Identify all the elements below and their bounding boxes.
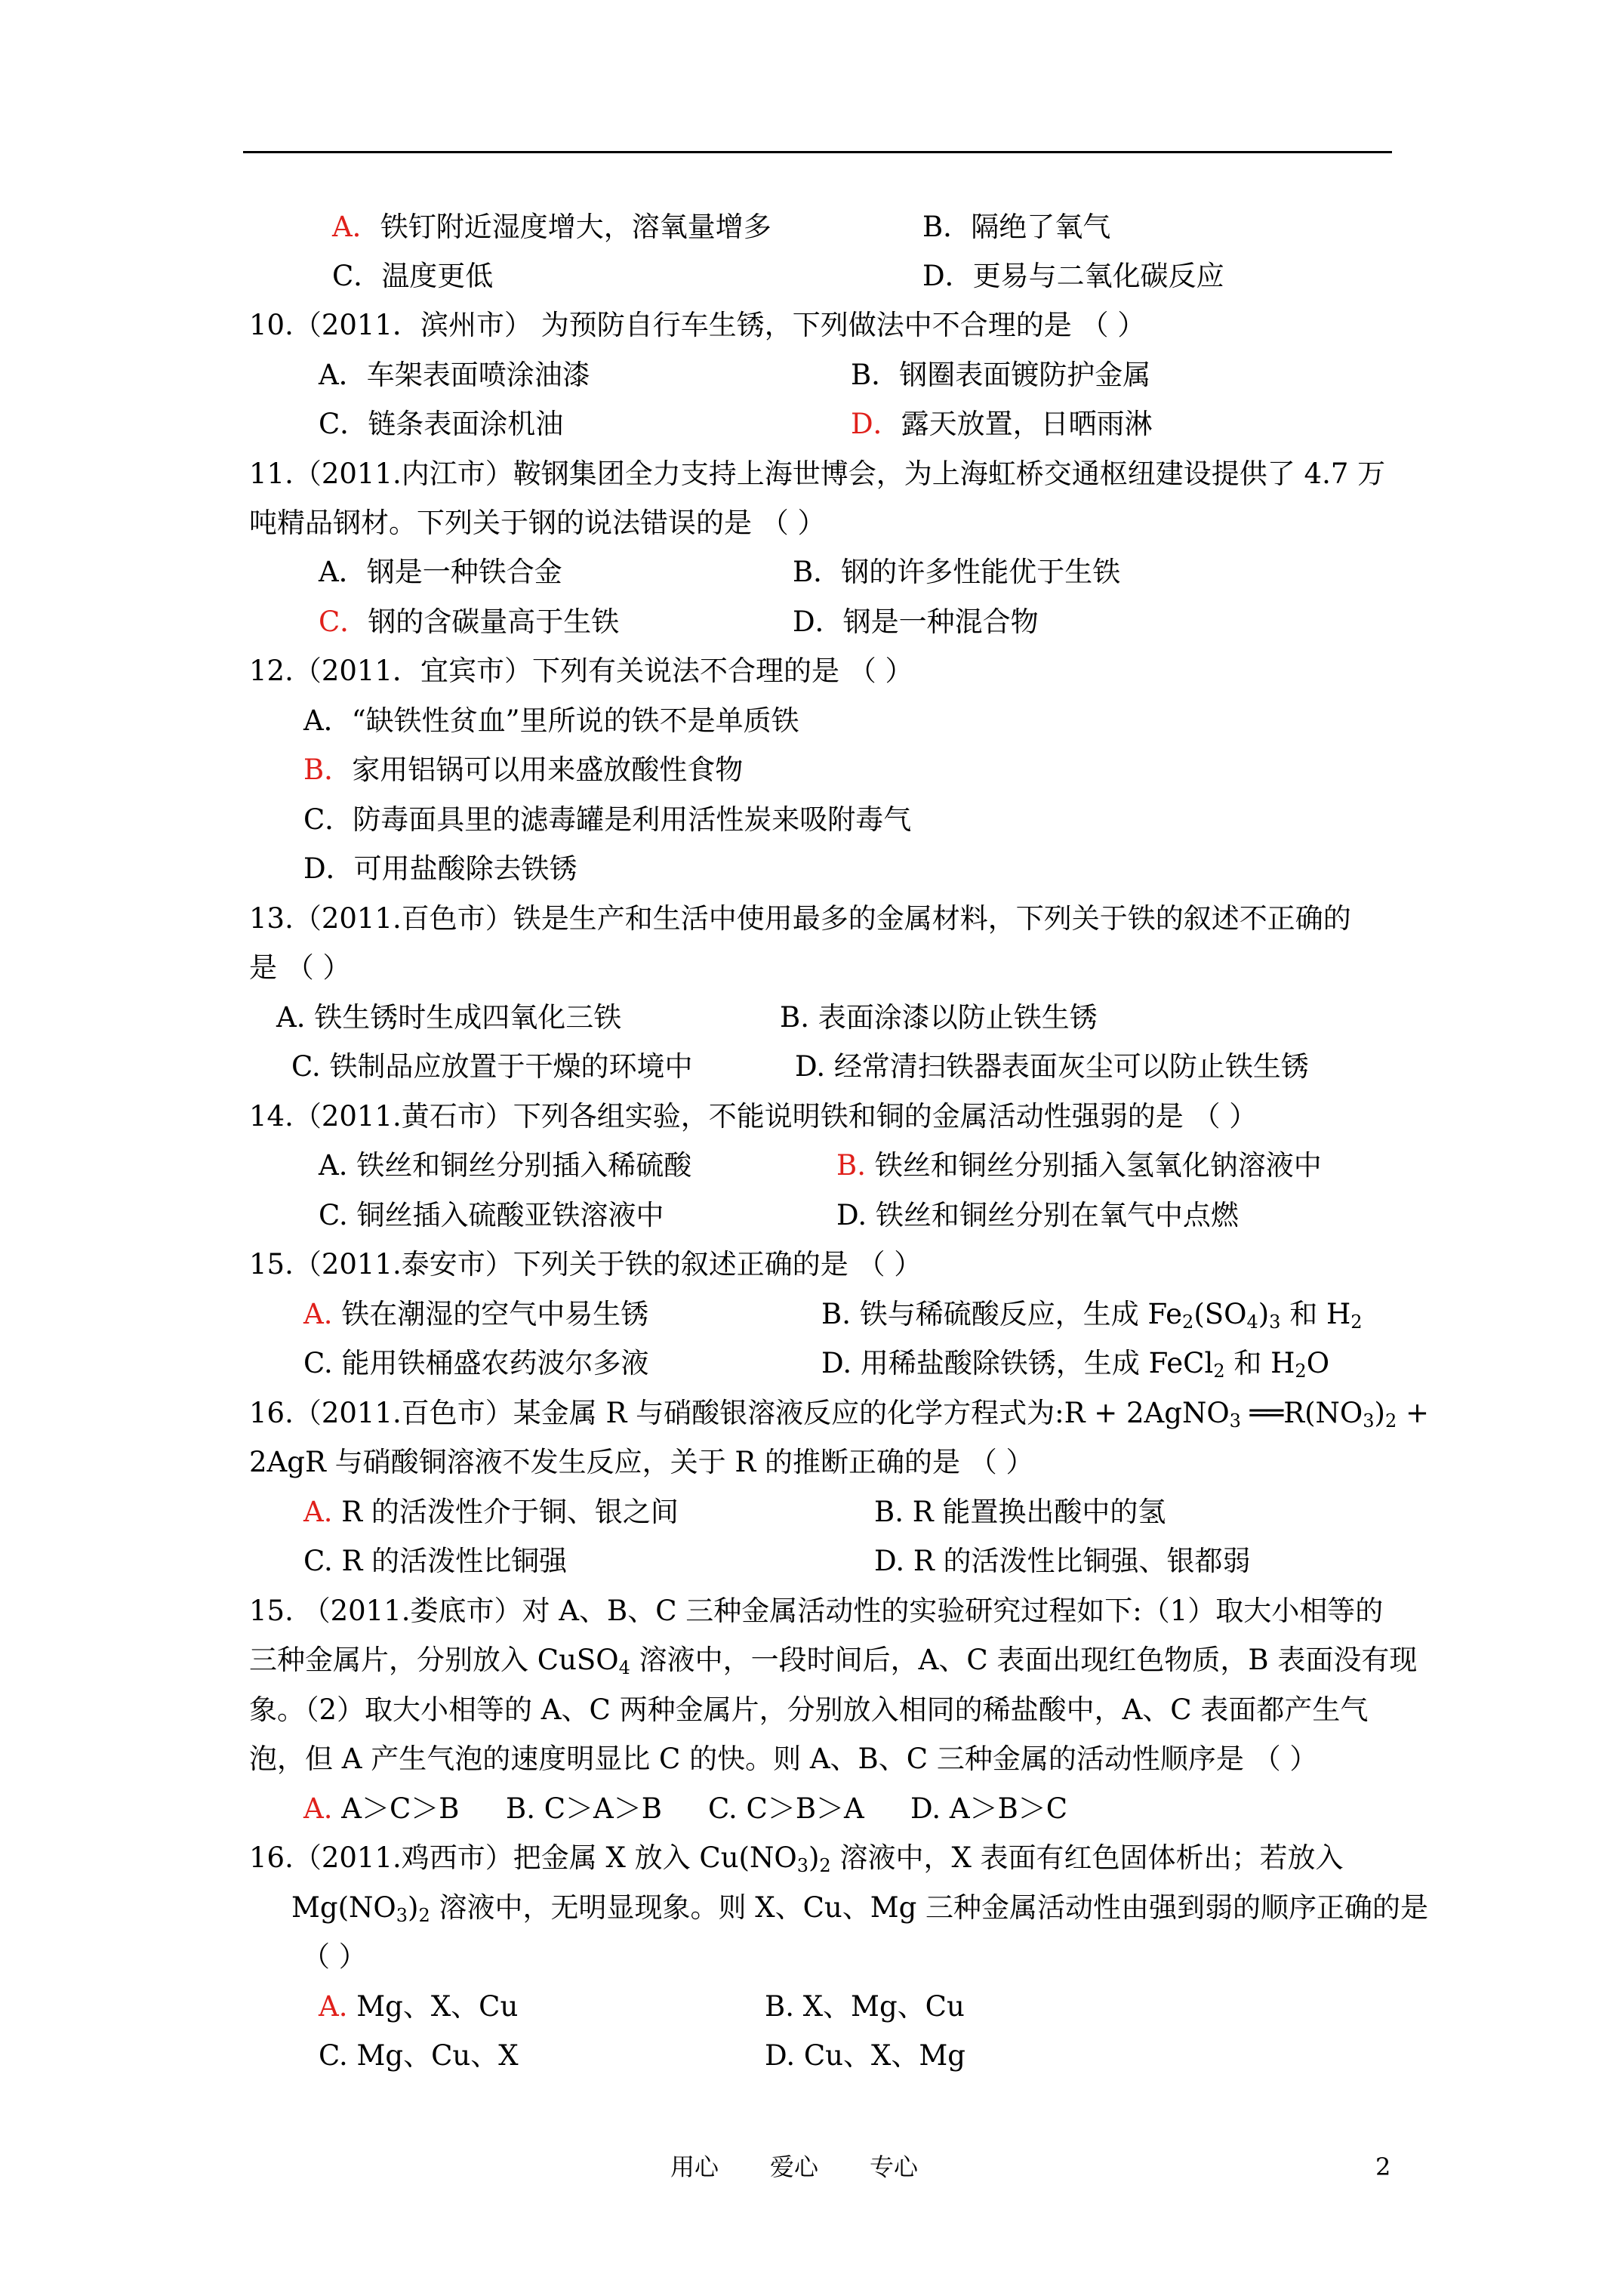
q11-option-b: B．钢的许多性能优于生铁	[793, 556, 1121, 588]
q9-option-c: C．温度更低	[332, 260, 494, 292]
q10-stem: 10.（2011．滨州市） 为预防自行车生锈，下列做法中不合理的是 （ ）	[249, 309, 1146, 341]
q13-stem-line1: 13.（2011.百色市）铁是生产和生活中使用最多的金属材料，下列关于铁的叙述不正确的	[249, 902, 1351, 935]
footer-motto-3: 专心	[870, 2153, 919, 2181]
q10-option-a: A．车架表面喷涂油漆	[319, 359, 590, 391]
q13-option-a: A. 铁生锈时生成四氧化三铁	[276, 1001, 622, 1034]
q9-option-b: B．隔绝了氧气	[922, 211, 1111, 243]
q9-option-d: D．更易与二氧化碳反应	[922, 260, 1224, 292]
q16-option-a: A. R 的活泼性介于铜、银之间	[303, 1496, 679, 1528]
q10-option-c: C．链条表面涂机油	[319, 408, 564, 440]
q12-stem: 12.（2011．宜宾市）下列有关说法不合理的是 （ ）	[249, 655, 913, 687]
q15-option-d: D. 用稀盐酸除铁锈，生成 FeCl$_2$ 和 $H_2O$	[821, 1347, 1330, 1382]
header-rule	[243, 151, 1392, 153]
q12-option-c: C．防毒面具里的滤毒罐是利用活性炭来吸附毒气	[303, 803, 912, 836]
q13-option-b: B. 表面涂漆以防止铁生锈	[780, 1001, 1098, 1034]
q11-option-a: A．钢是一种铁合金	[319, 556, 562, 588]
q14-option-d: D. 铁丝和铜丝分别在氧气中点燃	[836, 1199, 1239, 1231]
q12-option-a: A．“缺铁性贫血”里所说的铁不是单质铁	[303, 704, 799, 737]
q15b-stem-line1: 15. （2011.娄底市）对 A、B、C 三种金属活动性的实验研究过程如下:（1）取大小相等的	[249, 1595, 1384, 1627]
q10-option-b: B．钢圈表面镀防护金属	[851, 359, 1151, 391]
q13-option-d: D. 经常清扫铁器表面灰尘可以防止铁生锈	[795, 1050, 1309, 1083]
q16b-stem-line3: （ ）	[302, 1940, 367, 1973]
q15b-option-a: A. A＞C＞B	[303, 1792, 460, 1825]
q13-stem-line2: 是 （ ）	[249, 951, 351, 984]
q16-option-d: D. R 的活泼性比铜强、银都弱	[874, 1545, 1251, 1577]
q14-option-c: C. 铜丝插入硫酸亚铁溶液中	[319, 1199, 664, 1231]
q11-option-c: C．钢的含碳量高于生铁	[319, 606, 620, 638]
q12-option-d: D．可用盐酸除去铁锈	[303, 852, 577, 885]
q14-stem: 14.（2011.黄石市）下列各组实验，不能说明铁和铜的金属活动性强弱的是 （ ）	[249, 1100, 1258, 1133]
q16b-option-d: D. Cu、X、Mg	[765, 2039, 965, 2072]
q12-option-b: B．家用铝锅可以用来盛放酸性食物	[303, 754, 744, 786]
page-number: 2	[1375, 2153, 1391, 2181]
footer-motto-1: 用心	[670, 2153, 719, 2181]
q15-stem: 15.（2011.泰安市）下列关于铁的叙述正确的是 （ ）	[249, 1248, 922, 1281]
q16-option-b: B. R 能置换出酸中的氢	[874, 1496, 1166, 1528]
q16-option-c: C. R 的活泼性比铜强	[303, 1545, 568, 1577]
q16-stem-line1: 16.（2011.百色市）某金属 R 与硝酸银溶液反应的化学方程式为:R + 2AgNO$_3$ $══R(NO_3)_2$ +	[249, 1397, 1430, 1432]
q15b-stem-line4: 泡，但 A 产生气泡的速度明显比 C 的快。则 A、B、C 三种金属的活动性顺序是 （ ）	[249, 1743, 1318, 1775]
footer-motto-2: 爱心	[770, 2153, 819, 2181]
q15b-option-d: D. A＞B＞C	[910, 1792, 1068, 1825]
q16b-stem-line1: 16.（2011.鸡西市）把金属 X 放入 $Cu(NO_3)_2$ 溶液中，X 表面有红色固体析出；若放入	[249, 1841, 1344, 1876]
q14-option-a: A. 铁丝和铜丝分别插入稀硫酸	[319, 1149, 692, 1182]
q16b-option-b: B. X、Mg、Cu	[765, 1990, 965, 2023]
q13-option-c: C. 铁制品应放置于干燥的环境中	[291, 1050, 693, 1083]
q11-stem-line1: 11.（2011.内江市）鞍钢集团全力支持上海世博会，为上海虹桥交通枢纽建设提供了 4.7 万	[249, 458, 1386, 490]
q15-option-a: A. 铁在潮湿的空气中易生锈	[303, 1298, 649, 1330]
q16b-option-a: A. Mg、X、Cu	[319, 1990, 519, 2023]
q9-option-a: A．铁钉附近湿度增大，溶氧量增多	[332, 211, 771, 243]
q10-option-d: D．露天放置，日晒雨淋	[851, 408, 1153, 440]
q16-stem-line2: 2AgR 与硝酸铜溶液不发生反应，关于 R 的推断正确的是 （ ）	[249, 1446, 1034, 1478]
q16b-stem-line2: $Mg(NO_3)_2$ 溶液中，无明显现象。则 X、Cu、Mg 三种金属活动性由强到弱的顺序正确的是	[291, 1891, 1429, 1926]
q15b-stem-line3: 象。（2）取大小相等的 A、C 两种金属片，分别放入相同的稀盐酸中，A、C 表面都产生气	[249, 1693, 1369, 1726]
q11-option-d: D．钢是一种混合物	[793, 606, 1039, 638]
q14-option-b: B. 铁丝和铜丝分别插入氢氧化钠溶液中	[836, 1149, 1322, 1182]
q15b-option-c: C. C＞B＞A	[708, 1792, 864, 1825]
q11-stem-line2: 吨精品钢材。下列关于钢的说法错误的是 （ ）	[249, 507, 826, 539]
q15b-option-b: B. C＞A＞B	[506, 1792, 662, 1825]
q15-option-b: B. 铁与稀硫酸反应，生成 $Fe_2(SO_4)_3$ 和 $H_2$	[821, 1298, 1363, 1333]
q15b-stem-line2: 三种金属片，分别放入 CuSO$_4$ 溶液中，一段时间后，A、C 表面出现红色物质，B 表面没有现	[249, 1644, 1418, 1678]
q16b-option-c: C. Mg、Cu、X	[319, 2039, 519, 2072]
q15-option-c: C. 能用铁桶盛农药波尔多液	[303, 1347, 649, 1379]
